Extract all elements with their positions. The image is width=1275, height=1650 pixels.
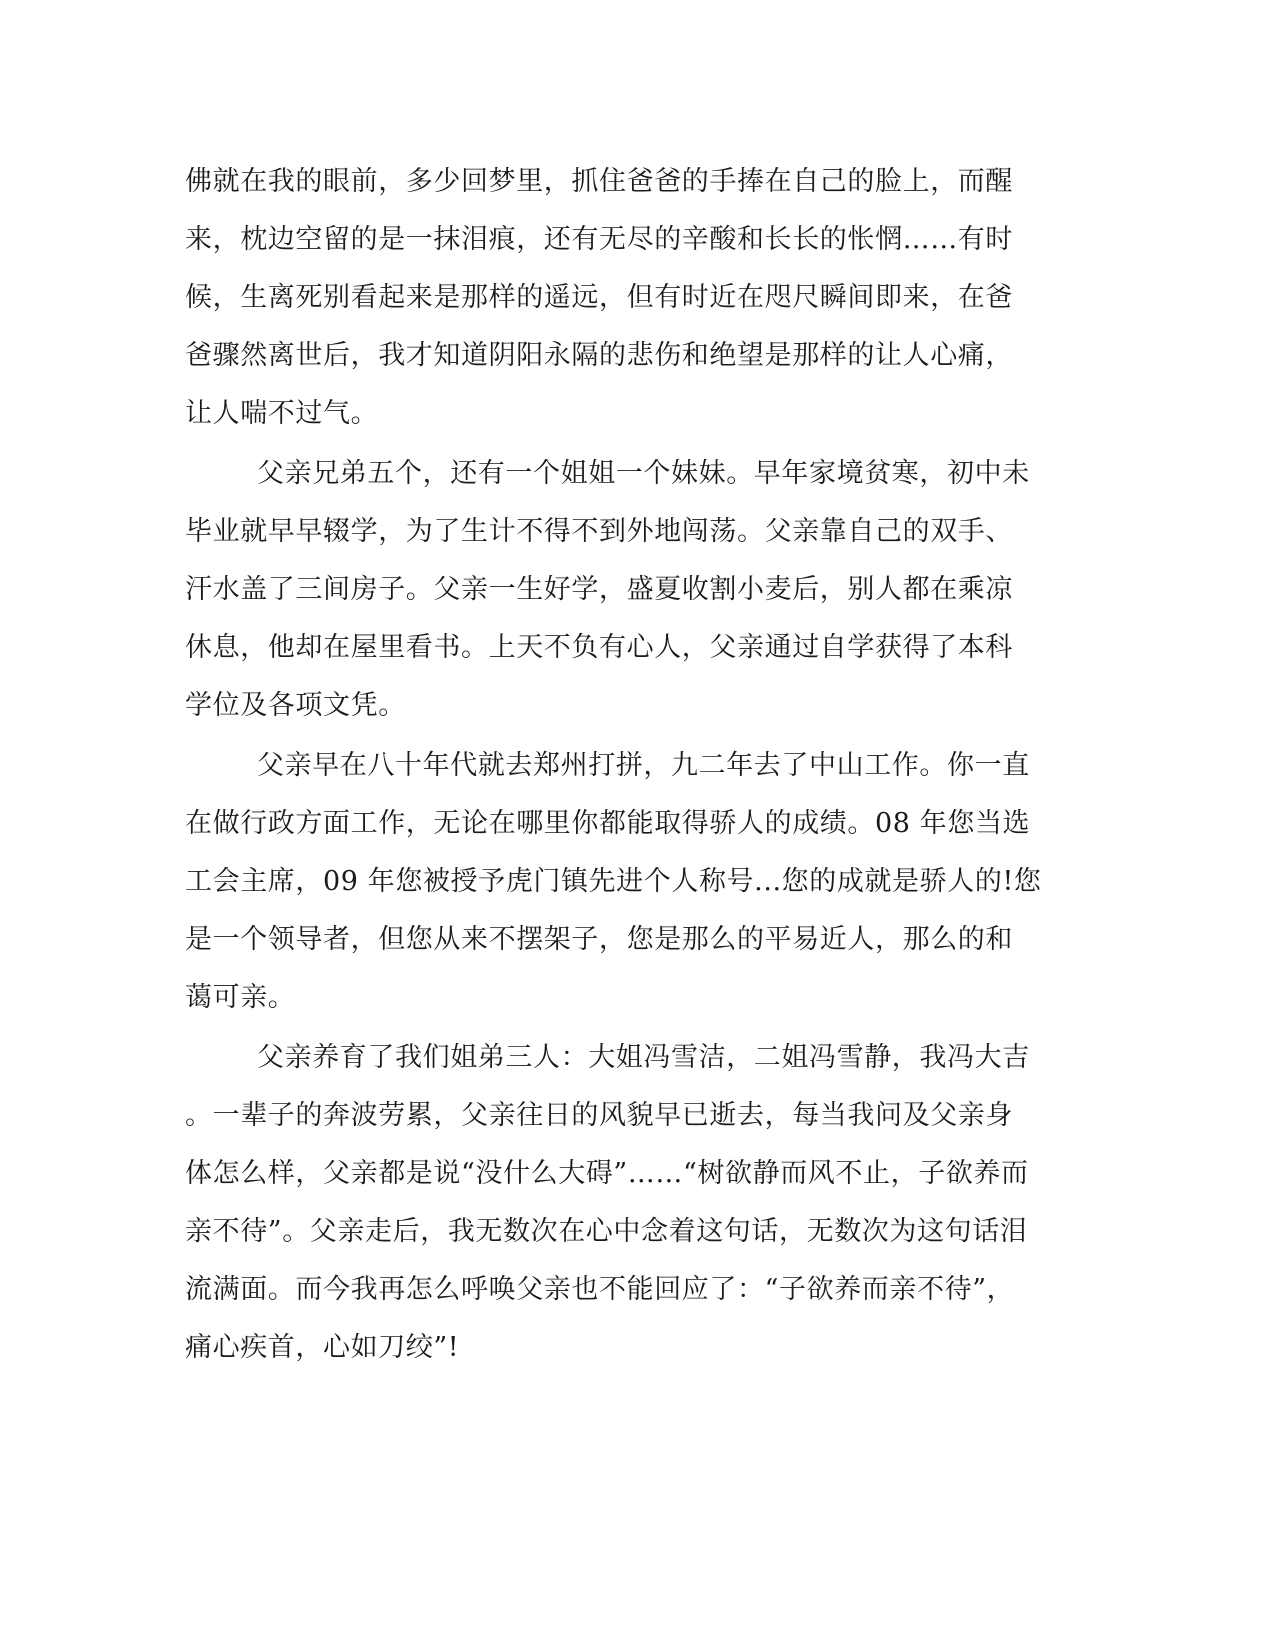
text-line: 爸骤然离世后，我才知道阴阳永隔的悲伤和绝望是那样的让人心痛， — [185, 340, 1013, 371]
text-line: 体怎么样，父亲都是说“没什么大碍”……“树欲静而风不止，子欲养而 — [185, 1158, 1029, 1189]
text-line: 学位及各项文凭。 — [185, 690, 406, 721]
text-line: 是一个领导者，但您从来不摆架子，您是那么的平易近人，那么的和 — [185, 924, 1013, 955]
text-line: 流满面。而今我再怎么呼唤父亲也不能回应了：“子欲养而亲不待”， — [185, 1274, 1015, 1305]
text-line: 来，枕边空留的是一抹泪痕，还有无尽的辛酸和长长的怅惘……有时 — [185, 224, 1013, 255]
text-line: 蔼可亲。 — [185, 982, 296, 1013]
text-line: 佛就在我的眼前，多少回梦里，抓住爸爸的手捧在自己的脸上，而醒 — [185, 166, 1013, 197]
text-line: 。一辈子的奔波劳累，父亲往日的风貌早已逝去，每当我问及父亲身 — [185, 1100, 1013, 1131]
text-line: 毕业就早早辍学，为了生计不得不到外地闯荡。父亲靠自己的双手、 — [185, 516, 1013, 547]
text-line: 痛心疾首，心如刀绞”! — [185, 1332, 460, 1363]
text-line: 在做行政方面工作，无论在哪里你都能取得骄人的成绩。08 年您当选 — [185, 808, 1031, 839]
text-line: 休息，他却在屋里看书。上天不负有心人，父亲通过自学获得了本科 — [185, 632, 1013, 663]
text-line: 候，生离死别看起来是那样的遥远，但有时近在咫尺瞬间即来，在爸 — [185, 282, 1013, 313]
text-line: 亲不待”。父亲走后，我无数次在心中念着这句话，无数次为这句话泪 — [185, 1216, 1028, 1247]
text-line: 父亲养育了我们姐弟三人：大姐冯雪洁，二姐冯雪静，我冯大吉 — [257, 1042, 1030, 1073]
text-line: 父亲早在八十年代就去郑州打拼，九二年去了中山工作。你一直 — [257, 750, 1030, 781]
text-line: 工会主席，09 年您被授予虎门镇先进个人称号...您的成就是骄人的!您 — [185, 866, 1042, 897]
text-line: 汗水盖了三间房子。父亲一生好学，盛夏收割小麦后，别人都在乘凉 — [185, 574, 1013, 605]
text-line: 让人喘不过气。 — [185, 398, 379, 429]
text-line: 父亲兄弟五个，还有一个姐姐一个妹妹。早年家境贫寒，初中未 — [257, 458, 1030, 489]
